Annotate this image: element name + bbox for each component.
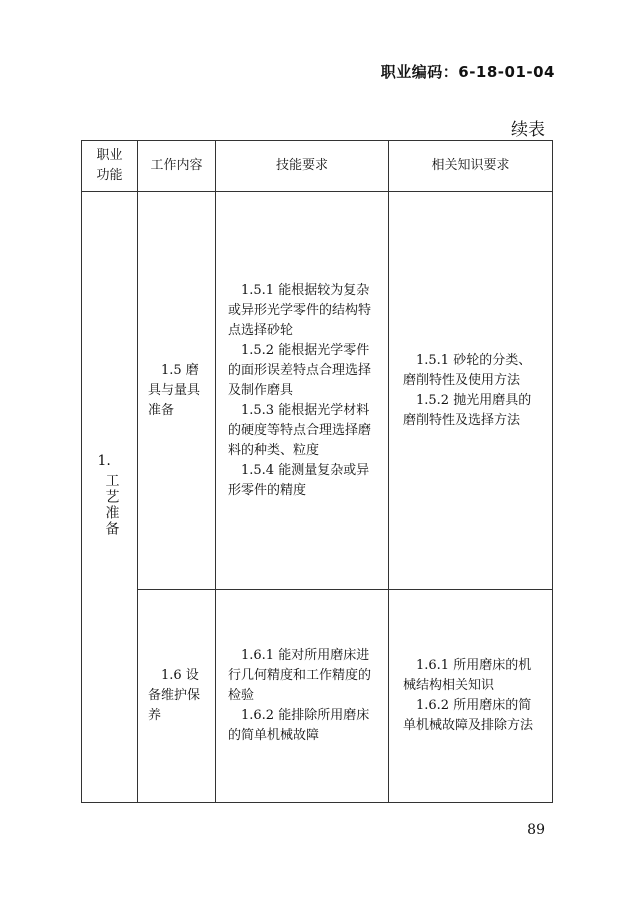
knowledge-item: 1.6.1 所用磨床的机械结构相关知识 (403, 658, 532, 693)
knowledge-item: 1.6.2 所用磨床的简单机械故障及排除方法 (403, 698, 534, 733)
work-content-cell: 1.6 设备维护保养 (138, 590, 216, 803)
skill-item: 1.6.2 能排除所用磨床的简单机械故障 (228, 708, 370, 743)
skill-item: 1.5.1 能根据较为复杂或异形光学零件的结构特点选择砂轮 (228, 282, 372, 338)
continued-label: 续表 (511, 120, 545, 140)
knowledge-cell (389, 192, 553, 590)
table-row (82, 192, 553, 590)
occupation-code: 职业编码：6-18-01-04 (380, 63, 555, 81)
function-cell (82, 192, 138, 803)
work-content-cell: 1.5 磨具与量具准备 (138, 192, 216, 590)
knowledge-item: 1.5.1 砂轮的分类、磨削特性及使用方法 (403, 352, 532, 388)
header-knowledge: 相关知识要求 (389, 141, 553, 192)
knowledge-item: 1.5.2 抛光用磨具的磨削特性及选择方法 (403, 392, 532, 428)
skill-item: 1.5.3 能根据光学材料的硬度等特点合理选择磨料的种类、粒度 (228, 402, 372, 458)
table-row (82, 590, 553, 803)
table-header-row (82, 141, 553, 192)
function-number: 1. (97, 453, 111, 469)
function-name: 工艺准备 (103, 473, 120, 537)
header-function-line: 功能 (96, 168, 123, 183)
knowledge-cell (389, 590, 553, 803)
skills-cell (216, 590, 389, 803)
page-number: 89 (527, 822, 545, 838)
header-function-line: 职业 (96, 148, 123, 163)
header-content: 工作内容 (138, 141, 216, 192)
header-function (82, 141, 138, 192)
skills-table (81, 140, 553, 803)
skills-cell (216, 192, 389, 590)
skill-item: 1.5.4 能测量复杂或异形零件的精度 (228, 462, 370, 498)
skill-item: 1.5.2 能根据光学零件的面形误差特点合理选择及制作磨具 (228, 342, 372, 398)
skill-item: 1.6.1 能对所用磨床进行几何精度和工作精度的检验 (228, 648, 372, 703)
header-skills: 技能要求 (216, 141, 389, 192)
